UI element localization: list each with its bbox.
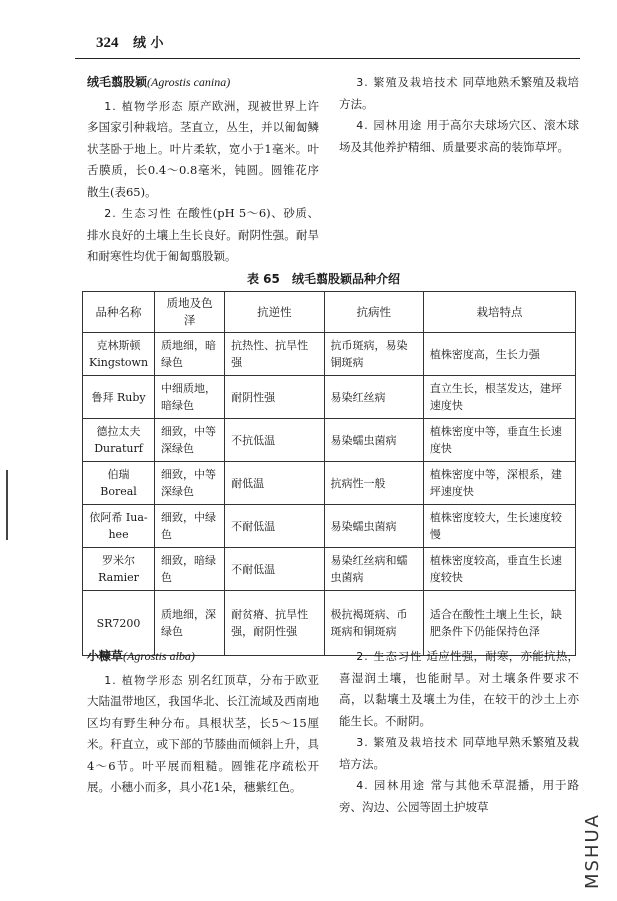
section2-p1-text: 别名红顶草，分布于欧亚大陆温带地区，我国华北、长江流域及西南地区均有野生种分布。具根状茎，长5～15厘米。秆直立，或下部的节膝曲而倾斜上升，具4～6节。叶平展而粗糙。圆锥花序疏松开展。小穗小而多，具小花1朵，穗紫红色。 [87, 672, 319, 794]
table-row [83, 376, 576, 419]
header-stress-resistance: 抗逆性 [225, 292, 324, 333]
section2-p4-lead: 4. 园林用途 [356, 779, 426, 792]
section1-p2-lead: 2. 生态习性 [104, 207, 173, 220]
table-header-row [83, 292, 576, 333]
section2-paragraph-3 [339, 732, 579, 775]
table-cell: 适合在酸性土壤上生长，缺肥条件下仍能保持色泽 [423, 591, 575, 656]
table-cell: 易染红丝病 [324, 376, 423, 419]
section1-p3-lead: 3. 繁殖及栽培技术 [356, 76, 459, 89]
table-cell: 中细质地，暗绿色 [155, 376, 225, 419]
varieties-table [82, 291, 576, 656]
section1-left-column [87, 72, 319, 268]
table-cell: 易染红丝病和蠕虫菌病 [324, 548, 423, 591]
table-cell: 罗米尔 Ramier [83, 548, 155, 591]
table-row [83, 505, 576, 548]
table-cell: 不耐低温 [225, 505, 324, 548]
header-disease-resistance: 抗病性 [324, 292, 423, 333]
table-cell: 细致，中等深绿色 [155, 462, 225, 505]
header-rule [75, 58, 580, 59]
table-cell: 植株密度中等，深根系，建坪速度快 [423, 462, 575, 505]
header-cultivation: 栽培特点 [423, 292, 575, 333]
section2-p3-lead: 3. 繁殖及栽培技术 [356, 736, 459, 749]
page-header [96, 32, 164, 52]
table-cell: 不抗低温 [225, 419, 324, 462]
section2-latin: (Agrostis alba) [123, 649, 195, 663]
table-row [83, 419, 576, 462]
section1-latin: (Agrostis canina) [147, 75, 231, 89]
section1-p3-text: 同草地熟禾繁殖及栽培方法。 [339, 75, 579, 111]
running-title: 绒 小 [133, 36, 164, 51]
table-cell: 质地细，暗绿色 [155, 333, 225, 376]
table-cell: 细致，中绿色 [155, 505, 225, 548]
table-cell: 细致，暗绿色 [155, 548, 225, 591]
table-cell: 植株密度中等，垂直生长速度快 [423, 419, 575, 462]
table-row [83, 333, 576, 376]
section2-p4-text: 常与其他禾草混播，用于路旁、沟边、公园等固土护坡草 [339, 778, 580, 814]
section2-left-column [87, 646, 319, 799]
table-cell: 依阿希 Iua-hee [83, 505, 155, 548]
section2-right-column [339, 646, 579, 818]
section1-paragraph-3 [339, 72, 579, 115]
page-number: 324 [96, 35, 119, 51]
table-cell: 植株密度高，生长力强 [423, 333, 575, 376]
table-cell: 耐低温 [225, 462, 324, 505]
table-cell: 抗病性一般 [324, 462, 423, 505]
section1-p4-lead: 4. 园林用途 [356, 119, 423, 132]
table-cell: 鲁拜 Ruby [83, 376, 155, 419]
table-cell: 质地细，深绿色 [155, 591, 225, 656]
table-row [83, 462, 576, 505]
table-cell: 极抗褐斑病、币斑病和铜斑病 [324, 591, 423, 656]
table-caption-number: 表 65 [246, 272, 280, 286]
section2-title: 小糠草(Agrostis alba) [87, 649, 195, 663]
table-row [83, 548, 576, 591]
table-caption [75, 270, 580, 287]
table-cell: 耐贫瘠、抗旱性强，耐阴性强 [225, 591, 324, 656]
section1-p1-lead: 1. 植物学形态 [104, 99, 184, 113]
section2-p1-lead: 1. 植物学形态 [104, 673, 184, 687]
section2-p3-text: 同草地早熟禾繁殖及栽培方法。 [339, 735, 579, 771]
section1-paragraph-1 [87, 96, 319, 204]
section1-paragraph-4 [339, 115, 579, 158]
table-caption-title: 绒毛翦股颖品种介绍 [292, 272, 401, 286]
table-cell: 德拉太夫 Duraturf [83, 419, 155, 462]
scan-margin-mark [6, 470, 8, 540]
table-cell: 直立生长，根茎发达，建坪速度快 [423, 376, 575, 419]
section2-paragraph-4 [339, 775, 579, 818]
section1-paragraph-2 [87, 203, 319, 268]
table-cell: 抗热性、抗旱性强 [225, 333, 324, 376]
table-cell: 细致，中等深绿色 [155, 419, 225, 462]
section2-p2-text: 适应性强，耐寒，亦能抗热，喜湿润土壤，也能耐旱。对土壤条件要求不高，以黏壤土及壤土为佳，在较干的沙土上亦能生长。不耐阴。 [339, 649, 580, 728]
section2-paragraph-1 [87, 670, 319, 799]
table-cell: 耐阴性强 [225, 376, 324, 419]
table-cell: 不耐低温 [225, 548, 324, 591]
table-cell: 伯瑞 Boreal [83, 462, 155, 505]
table-cell: 植株密度较大，生长速度较慢 [423, 505, 575, 548]
section1-p4-text: 用于高尔夫球场穴区、滚木球场及其他养护精细、质量要求高的装饰草坪。 [339, 118, 580, 154]
header-variety-name: 品种名称 [83, 292, 155, 333]
section1-right-column [339, 72, 579, 158]
table-cell: 易染蠕虫菌病 [324, 505, 423, 548]
watermark: MSHUA [582, 813, 603, 889]
section1-title: 绒毛翦股颖(Agrostis canina) [87, 75, 231, 89]
table-cell: 植株密度较高，垂直生长速度较快 [423, 548, 575, 591]
section1-p2-text: 在酸性(pH 5～6)、砂质、排水良好的土壤上生长良好。耐阴性强。耐旱和耐寒性均优于匍匐翦股颖。 [87, 206, 320, 263]
table-cell: 克林斯顿 Kingstown [83, 333, 155, 376]
table-cell: 抗币斑病，易染铜斑病 [324, 333, 423, 376]
section2-paragraph-2 [339, 646, 579, 732]
table-cell: SR7200 [83, 591, 155, 656]
section2-p2-lead: 2. 生态习性 [356, 650, 423, 663]
section1-p1-text: 原产欧洲，现被世界上许多国家引种栽培。茎直立，丛生，并以匍匐鳞状茎卧于地上。叶片柔软，宽小于1毫米。叶舌膜质，长0.4～0.8毫米，钝圆。圆锥花序散生(表65)。 [87, 98, 319, 199]
header-texture-color: 质地及色泽 [155, 292, 225, 333]
table-cell: 易染蠕虫菌病 [324, 419, 423, 462]
